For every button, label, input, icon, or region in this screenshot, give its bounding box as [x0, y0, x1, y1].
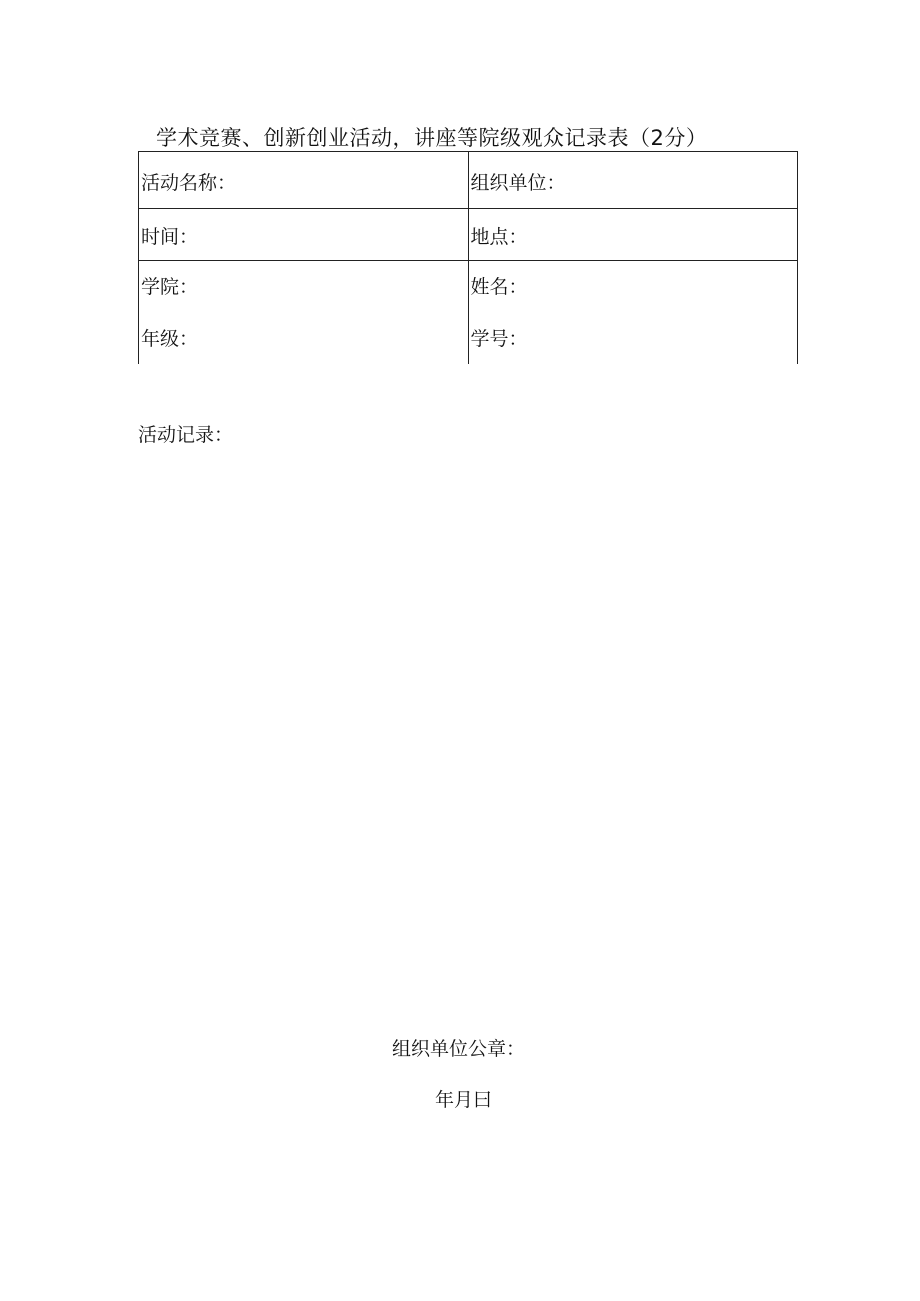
name-label: 姓名： [470, 276, 528, 298]
college-grade-cell[interactable] [139, 261, 469, 365]
time-label: 时间： [141, 226, 199, 248]
table-row [139, 152, 798, 209]
table-row [139, 261, 798, 365]
table-row [139, 209, 798, 261]
student-id-label: 学号： [470, 328, 528, 350]
name-id-cell[interactable] [468, 261, 798, 365]
activity-name-cell[interactable] [139, 152, 469, 209]
location-cell[interactable] [468, 209, 798, 261]
info-table [138, 151, 798, 364]
organizer-cell[interactable] [468, 152, 798, 209]
grade-label: 年级： [141, 328, 199, 350]
form-title: 学术竞赛、创新创业活动，讲座等院级观众记录表（2分） [156, 126, 708, 150]
college-label: 学院： [141, 276, 199, 298]
organizer-label: 组织单位： [470, 172, 566, 194]
activity-name-label: 活动名称： [141, 172, 237, 194]
organizer-seal-label: 组织单位公章： [392, 1038, 526, 1060]
location-label: 地点： [470, 226, 528, 248]
time-cell[interactable] [139, 209, 469, 261]
activity-record-label: 活动记录： [138, 424, 234, 446]
date-label: 年月曰 [435, 1089, 493, 1111]
